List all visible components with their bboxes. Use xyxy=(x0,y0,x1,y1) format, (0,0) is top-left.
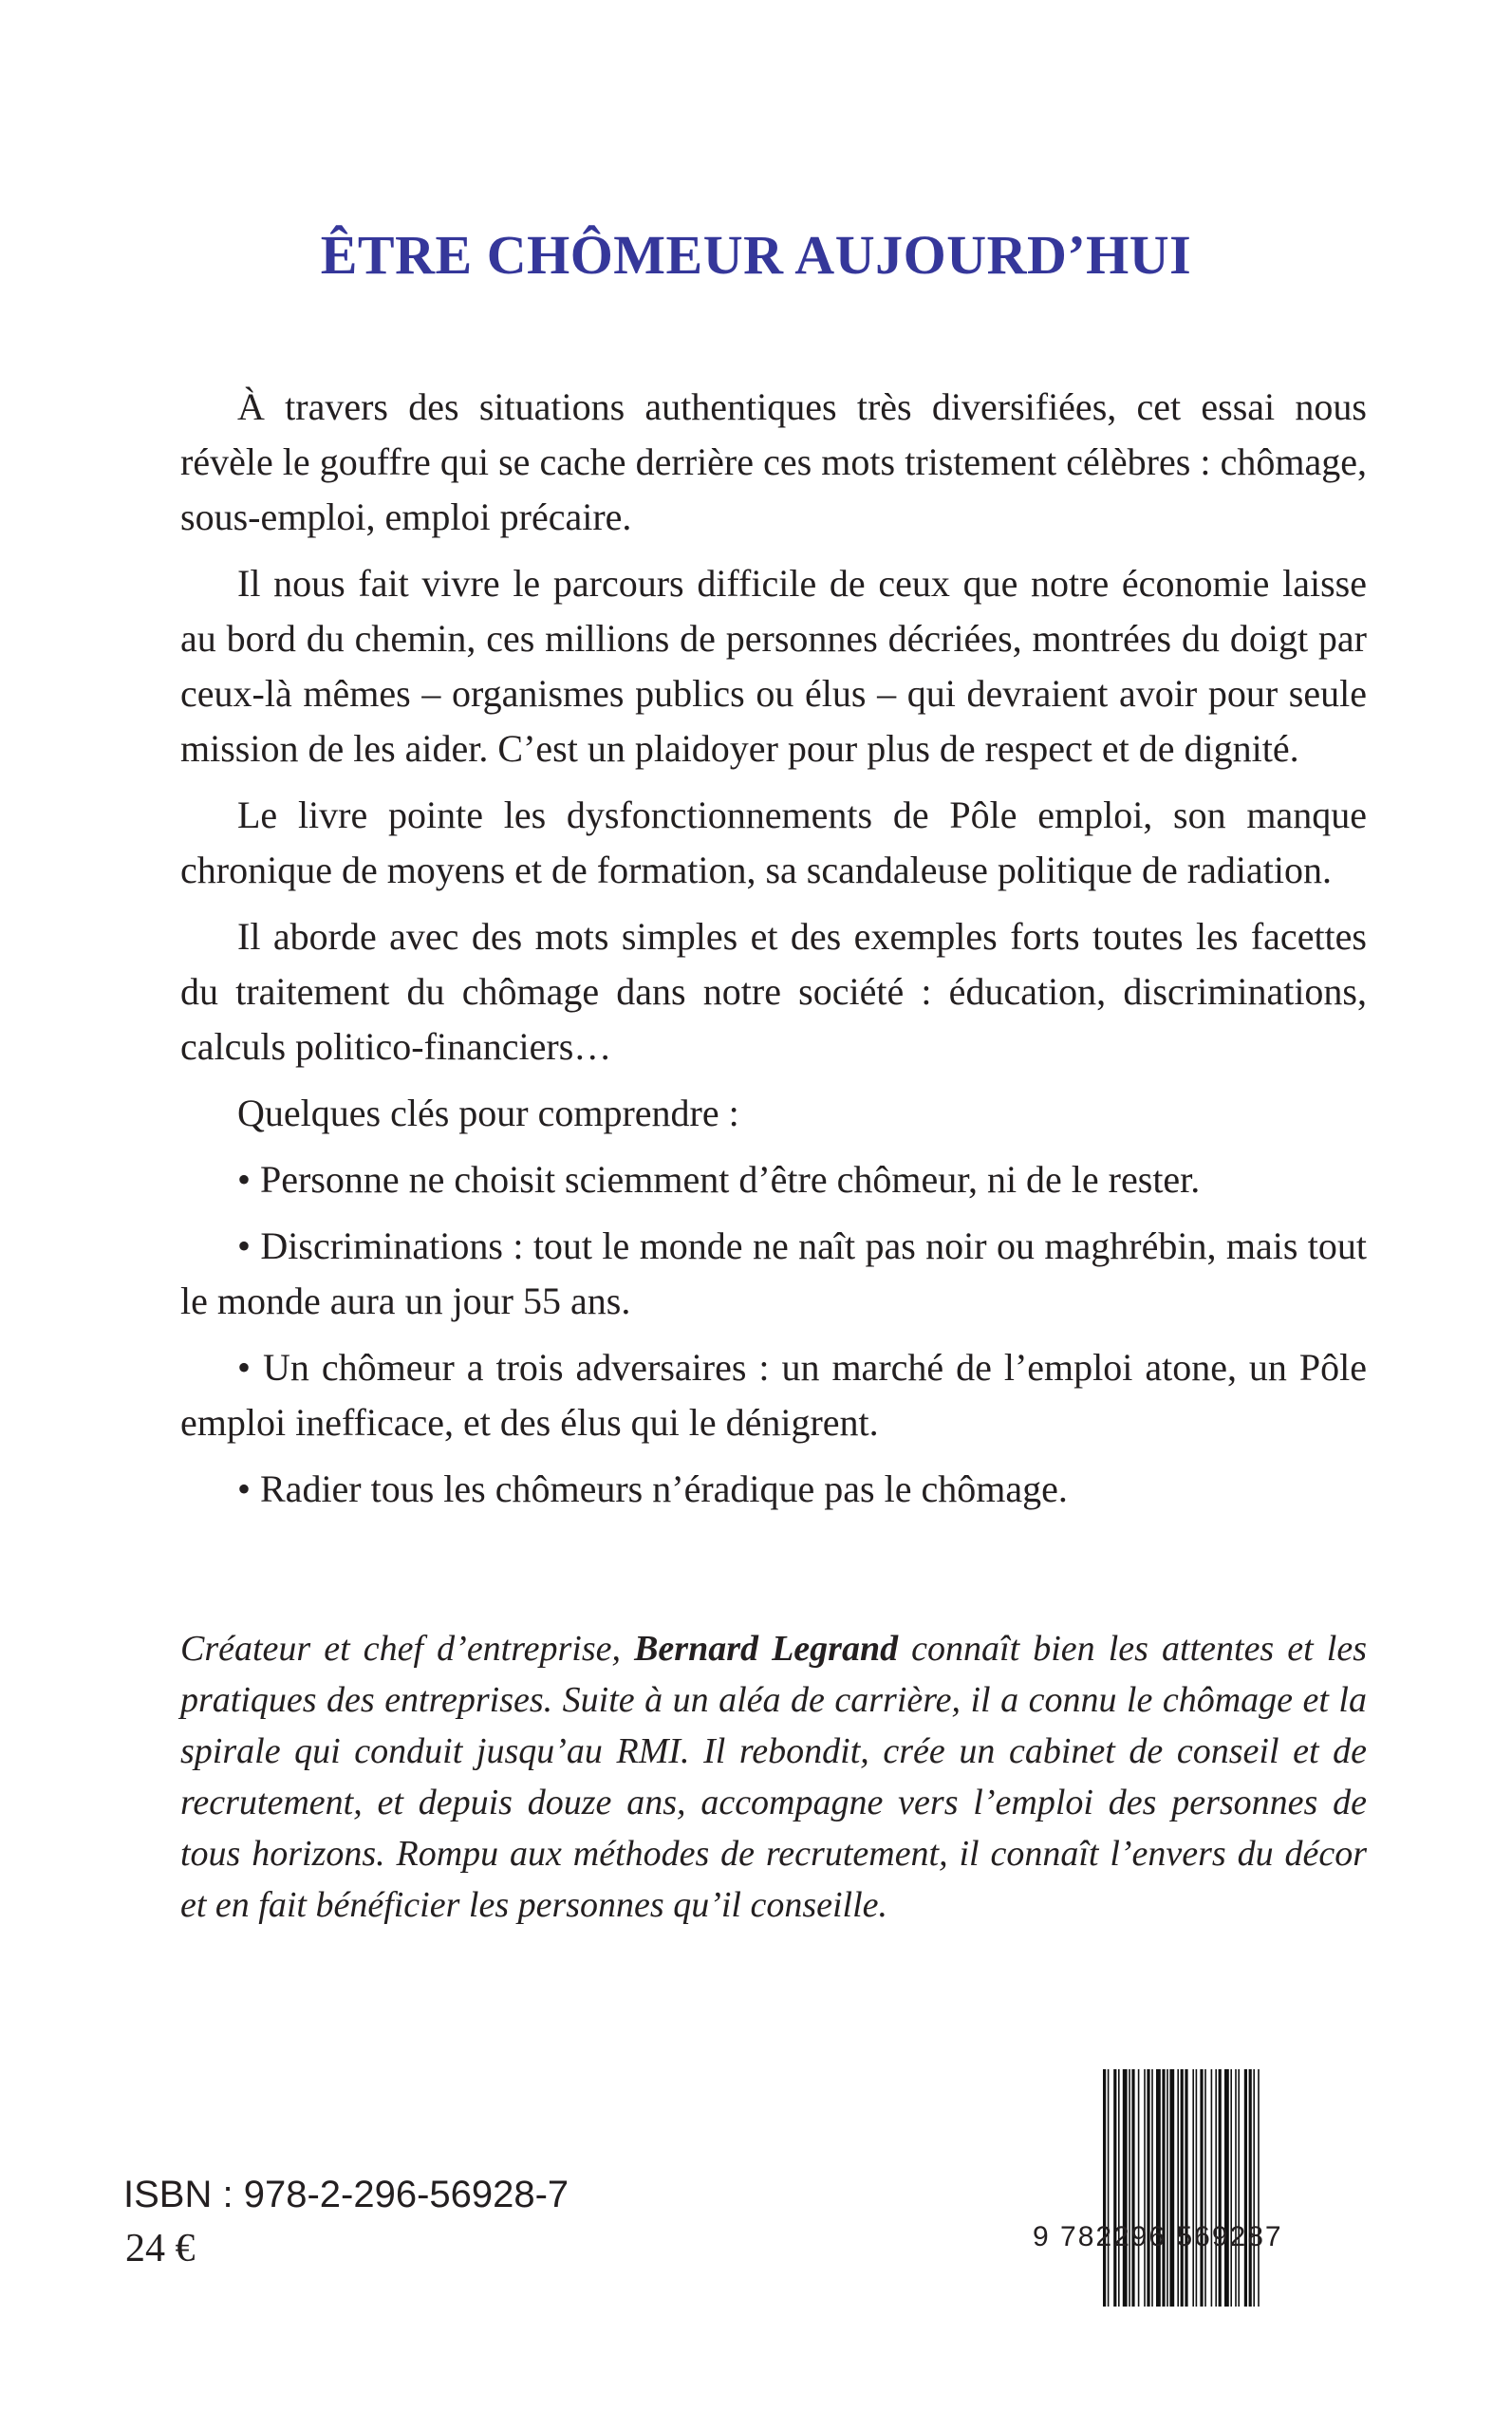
barcode-bar xyxy=(1181,2069,1184,2307)
paragraph xyxy=(180,556,1367,776)
paragraph-text: À travers des situations authentiques très diversifiées, cet essai nous révèle le gouffre qui se cache derrière ces mots tristement célèbres : chômage, sous-emploi, emploi précaire. xyxy=(180,385,1367,538)
paragraph-text: Il nous fait vivre le parcours difficile de ceux que notre économie laisse au bord du chemin, ces millions de personnes décriées, montrées du doigt par ceux-là mêmes – organismes publics ou élus – qui devraient avoir pour seule mission de les aider. C’est un plaidoyer pour plus de respect et de dignité. xyxy=(180,562,1367,770)
paragraph xyxy=(180,1086,1367,1141)
barcode-bar xyxy=(1235,2069,1237,2307)
paragraph-text: Quelques clés pour comprendre : xyxy=(237,1092,739,1134)
barcode-bar xyxy=(1118,2069,1120,2307)
barcode-bar xyxy=(1103,2069,1106,2307)
barcode-bar xyxy=(1113,2069,1116,2307)
barcode-bar xyxy=(1244,2069,1247,2307)
bullet-item xyxy=(180,1462,1367,1517)
barcode-bar xyxy=(1219,2069,1222,2307)
barcode-bar xyxy=(1249,2069,1252,2307)
paragraph-text: Il aborde avec des mots simples et des exemples forts toutes les facettes du traitement du chômage dans notre société : éducation, discriminations, calculs politico-financiers… xyxy=(180,915,1367,1068)
bullet-item xyxy=(180,1152,1367,1207)
bullet-text: • Discriminations : tout le monde ne naît pas noir ou maghrébin, mais tout le monde aura un jour 55 ans. xyxy=(180,1224,1367,1322)
barcode-bar xyxy=(1169,2069,1174,2307)
barcode-bar xyxy=(1156,2069,1161,2307)
price: 24 € xyxy=(125,2227,196,2270)
barcode-bar xyxy=(1215,2069,1217,2307)
barcode-bar xyxy=(1253,2069,1255,2307)
summary-text xyxy=(180,380,1367,1528)
bio-text: connaît bien les attentes et les pratiques des entreprises. Suite à un aléa de carrière, il a connu le chômage et la spirale qui conduit jusqu’au RMI. Il rebondit, crée un cabinet de conseil et de recrutement, et depuis douze ans, accompagne vers l’emploi des personnes de tous horizons. Rompu aux méthodes de recrutement, il connaît l’envers du décor et en fait bénéficier les personnes qu’il conseille. xyxy=(180,1629,1368,1925)
barcode-bar xyxy=(1131,2069,1134,2307)
barcode-bar xyxy=(1138,2069,1140,2307)
bullet-text: • Radier tous les chômeurs n’éradique pas le chômage. xyxy=(237,1467,1068,1510)
bullet-item xyxy=(180,1340,1367,1450)
barcode-bar xyxy=(1147,2069,1149,2307)
barcode-bar xyxy=(1196,2069,1198,2307)
barcode-bar xyxy=(1144,2069,1146,2307)
author-bio xyxy=(180,1623,1367,1931)
barcode-bar xyxy=(1123,2069,1128,2307)
barcode-bar xyxy=(1162,2069,1165,2307)
barcode-bar xyxy=(1177,2069,1179,2307)
barcode-bar xyxy=(1200,2069,1203,2307)
barcode-bar xyxy=(1224,2069,1229,2307)
barcode-bar xyxy=(1151,2069,1153,2307)
paragraph xyxy=(180,909,1367,1074)
bullet-text: • Un chômeur a trois adversaires : un marché de l’emploi atone, un Pôle emploi inefficace, et des élus qui le dénigrent. xyxy=(180,1346,1367,1444)
paragraph xyxy=(180,380,1367,545)
barcode-bar xyxy=(1129,2069,1130,2307)
author-name: Bernard Legrand xyxy=(634,1629,899,1669)
barcode-bar xyxy=(1258,2069,1260,2307)
barcode-number: 9 782296 569287 xyxy=(1033,2221,1283,2252)
barcode-bar xyxy=(1211,2069,1213,2307)
bullet-item xyxy=(180,1219,1367,1329)
paragraph xyxy=(180,788,1367,898)
bullet-text: • Personne ne choisit sciemment d’être chômeur, ni de le rester. xyxy=(237,1158,1201,1201)
barcode-bar xyxy=(1238,2069,1240,2307)
isbn: ISBN : 978-2-296-56928-7 xyxy=(123,2174,569,2215)
barcode xyxy=(1101,2069,1386,2307)
barcode-bar xyxy=(1192,2069,1194,2307)
barcode-bar xyxy=(1185,2069,1187,2307)
bio-text: Créateur et chef d’entreprise, xyxy=(180,1629,635,1669)
barcode-bar xyxy=(1108,2069,1110,2307)
barcode-bar xyxy=(1204,2069,1206,2307)
book-title: ÊTRE CHÔMEUR AUJOURD’HUI xyxy=(320,224,1192,286)
paragraph-text: Le livre pointe les dysfonctionnements de Pôle emploi, son manque chronique de moyens et de formation, sa scandaleuse politique de radiation. xyxy=(180,794,1367,891)
barcode-bar xyxy=(1167,2069,1168,2307)
barcode-bar xyxy=(1230,2069,1232,2307)
